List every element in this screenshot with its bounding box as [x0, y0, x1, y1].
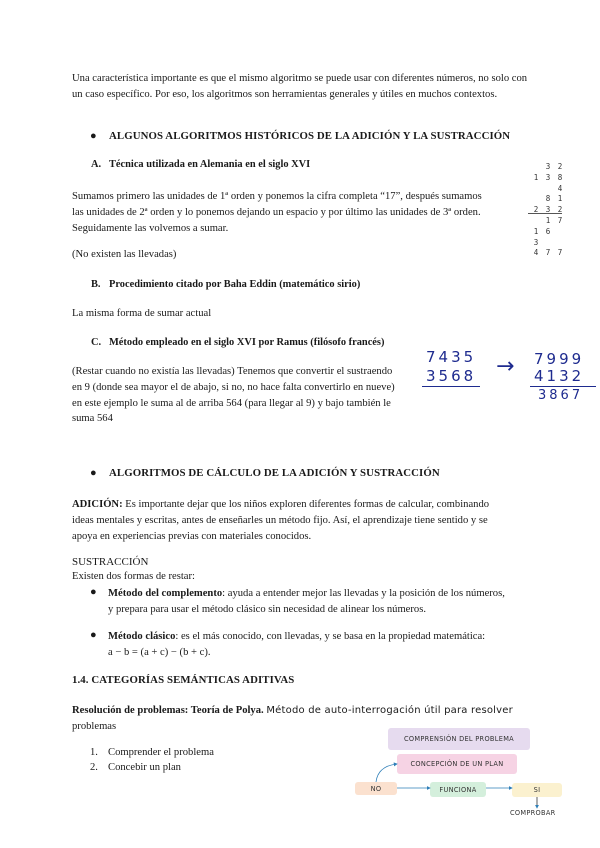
table-cell: 3	[545, 205, 551, 215]
german-sum-table	[528, 162, 578, 262]
ramus-left-rule	[422, 386, 480, 387]
flow-box-comprension: COMPRENSIÓN DEL PROBLEMA	[388, 728, 530, 750]
step1-text: Comprender el problema	[108, 747, 214, 758]
subsection-b-label: B.	[91, 279, 101, 290]
table-cell: 7	[557, 216, 563, 225]
ramus-example	[420, 346, 600, 416]
table-cell: 2	[533, 205, 539, 215]
section3-title: 1.4. CATEGORÍAS SEMÁNTICAS ADITIVAS	[72, 674, 295, 686]
table-cell: 2	[557, 162, 563, 171]
item1-complemento: Método del complemento: ayuda a entender mejor las llevadas y la posición de los números, y prepara para usar el método clásico sin necesidad de alinear los números.	[108, 588, 505, 615]
table-cell: 3	[533, 237, 539, 247]
subsection-a-note: (No existen las llevadas)	[72, 249, 177, 260]
polya-paragraph: Resolución de problemas: Teoría de Polya. Método de auto-interrogación útil para resolver problemas	[72, 705, 513, 732]
step2-number: 2.	[90, 762, 98, 773]
table-cell: 1	[557, 194, 563, 204]
table-cell: 3	[545, 172, 551, 182]
section2-bullet: ●	[90, 467, 97, 479]
arrow-no-plan	[376, 764, 397, 782]
table-cell: 4	[557, 183, 563, 193]
ramus-bottom-right: 4132	[534, 367, 585, 385]
ramus-result: 3867	[538, 388, 584, 403]
table-cell: 3	[545, 162, 551, 171]
arrow-icon: →	[496, 354, 515, 379]
ramus-top-left: 7435	[426, 348, 477, 366]
table-cell: 4	[533, 248, 539, 258]
flow-box-funciona: FUNCIONA	[430, 782, 486, 797]
subsection-a-text: Sumamos primero las unidades de 1ª orden y ponemos la cifra completa “17”, después sumamos las unidades de 2ª orden y lo ponemos dejando un espacio y por último las unidades de 3ª orden. Seguidamente las volvemos a sumar.	[72, 191, 482, 234]
sustraccion-title: SUSTRACCIÓN	[72, 556, 149, 568]
table-cell: 8	[557, 172, 563, 182]
step2-text: Concebir un plan	[108, 762, 181, 773]
subsection-b-text: La misma forma de sumar actual	[72, 308, 212, 319]
section2-title: ALGORITMOS DE CÁLCULO DE LA ADICIÓN Y SUSTRACCIÓN	[109, 467, 440, 479]
section1-bullet: ●	[90, 130, 97, 142]
subsection-c-label: C.	[91, 337, 102, 348]
table-cell: 1	[533, 172, 539, 182]
ramus-right-rule	[530, 386, 596, 387]
ramus-top-right: 7999	[534, 350, 585, 368]
table-cell: 7	[545, 248, 551, 258]
polya-flowchart	[352, 724, 564, 824]
flow-box-si: SI	[512, 783, 562, 797]
table-cell: 2	[557, 205, 563, 215]
table-cell: 8	[545, 194, 551, 204]
table-cell: 6	[545, 226, 551, 236]
subsection-a-label: A.	[91, 159, 102, 170]
flow-box-no: NO	[355, 782, 397, 795]
item2-clasico: Método clásico: es el más conocido, con llevadas, y se basa en la propiedad matemática: a − b = (a + c) − (b + c).	[108, 631, 486, 658]
step1-number: 1.	[90, 747, 98, 758]
intro-paragraph: Una característica importante es que el mismo algoritmo se puede usar con diferentes números, no solo con un caso específico. Por eso, los algoritmos son herramientas generales y útiles en muchos contextos.	[72, 73, 528, 100]
item2-bullet: ●	[90, 629, 97, 641]
adicion-paragraph: ADICIÓN: Es importante dejar que los niños exploren diferentes formas de calcular, combinando ideas mentales y escritas, antes de enseñarles un método fijo. Así, el aprendizaje tiene sentido y se apoya en experiencias previas con materiales conocidos.	[72, 499, 490, 542]
table-cell: 1	[545, 216, 551, 225]
table-cell: 7	[557, 248, 563, 258]
item1-bullet: ●	[90, 586, 97, 598]
subsection-a-title: Técnica utilizada en Alemania en el siglo XVI	[109, 159, 311, 170]
section1-title: ALGUNOS ALGORITMOS HISTÓRICOS DE LA ADICIÓN Y LA SUSTRACCIÓN	[109, 130, 511, 142]
flow-comprobar: COMPROBAR	[510, 809, 556, 817]
subsection-c-title: Método empleado en el siglo XVI por Ramus (filósofo francés)	[109, 337, 385, 348]
subsection-b-title: Procedimiento citado por Baha Eddin (matemático sirio)	[109, 279, 361, 290]
sustraccion-intro: Existen dos formas de restar:	[72, 571, 195, 582]
ramus-bottom-left: 3568	[426, 367, 477, 385]
table-cell: 1	[533, 226, 539, 236]
subsection-c-text: (Restar cuando no existía las llevadas) Tenemos que convertir el sustraendo en 9 (donde sea mayor el de abajo, si no, no hace falta convertirlo en nueve) en este ejemplo le suma al de arriba 564 (para llegar al 9) y bajo también le suma 564	[72, 366, 395, 425]
flow-box-concepcion: CONCEPCIÓN DE UN PLAN	[397, 754, 517, 774]
